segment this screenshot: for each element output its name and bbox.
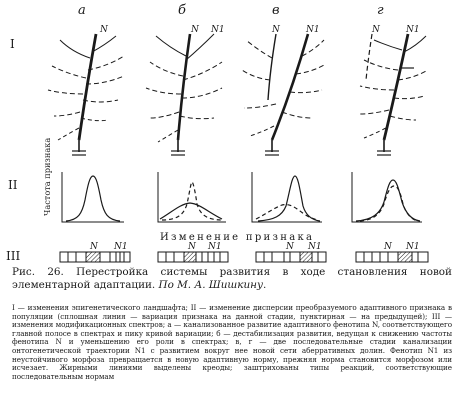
label-n-spectrum-c: N xyxy=(286,242,294,252)
spectrum-bar-d xyxy=(356,252,428,262)
legend-text: I — изменения эпигенетического ландшафта; II — изменение дисперсии преобразуемого адаптивного признака в популяции (сплошная линия — вариация признака на данной стадии, пунктирная — на предыдущей); III — изменения модификационных спектров; а — канализованное развитие адаптивного фенотипа N, соответствующего главной полосе в спектрах и пику кривой вариации; б — дестабилизация развития, ведущая к снижению частоты фенотипа N и уменьшению его роли в спектрах; в, г — две последовательные стадии канализации онтогенетической траектории N1 с развитием вокруг нее новой сети аберративных долин. Фенотип N1 из неустойчивого морфоза превращается в новую адаптивную норму, прежняя норма становится морфозом или исчезает. Жирными линиями выделены креоды; заштрихованы типы реакций, соответствующие последовательным нормам xyxy=(12,303,452,381)
label-n1-panel-b: N1 xyxy=(211,25,225,35)
landscape-panel-a xyxy=(48,34,124,155)
spectrum-bar-b xyxy=(158,252,228,262)
axis-label-frequency: Частота признака xyxy=(42,137,52,216)
panel-letter-a: а xyxy=(78,3,86,18)
label-n-panel-c: N xyxy=(272,25,280,35)
landscape-panel-c xyxy=(242,34,326,155)
label-n-spectrum-d: N xyxy=(384,242,392,252)
row-label-2: II xyxy=(8,178,18,192)
figure-caption xyxy=(12,266,452,291)
label-n1-spectrum-b: N1 xyxy=(208,242,222,252)
figure-legend xyxy=(12,304,452,381)
label-n1-spectrum-d: N1 xyxy=(406,242,420,252)
caption-author: По М. А. Шишкину. xyxy=(158,278,267,291)
landscape-panel-b xyxy=(146,34,222,155)
panel-letter-g: г xyxy=(377,3,384,18)
label-n1-panel-c: N1 xyxy=(306,25,320,35)
label-n-panel-a: N xyxy=(100,25,108,35)
spectrum-bar-c xyxy=(256,252,326,262)
variation-curve-b xyxy=(160,182,222,220)
panel-letter-v: в xyxy=(272,3,280,18)
axis-label-trait-change: Изменение признака xyxy=(160,232,315,243)
label-n-panel-b: N xyxy=(191,25,199,35)
label-n1-spectrum-a: N1 xyxy=(114,242,128,252)
label-n1-panel-d: N1 xyxy=(406,25,420,35)
label-n1-spectrum-c: N1 xyxy=(308,242,322,252)
panel-letter-b: б xyxy=(178,3,186,18)
spectrum-labels xyxy=(89,242,420,252)
curve-axes xyxy=(62,172,422,222)
caption-text: Перестройка системы развития в ходе становления новой элементарной адаптации. xyxy=(12,266,452,291)
row-label-3: III xyxy=(6,249,21,263)
variation-curve-a xyxy=(66,176,120,221)
variation-curve-c xyxy=(256,176,320,221)
spectrum-bar-a xyxy=(60,252,130,262)
row-label-1: I xyxy=(10,37,15,51)
label-n-spectrum-a: N xyxy=(90,242,98,252)
label-n-panel-d: N xyxy=(372,25,380,35)
caption-number: Рис. 26. xyxy=(12,266,64,278)
label-n-spectrum-b: N xyxy=(188,242,196,252)
variation-curve-d xyxy=(356,180,420,221)
landscape-panel-d xyxy=(360,34,428,155)
